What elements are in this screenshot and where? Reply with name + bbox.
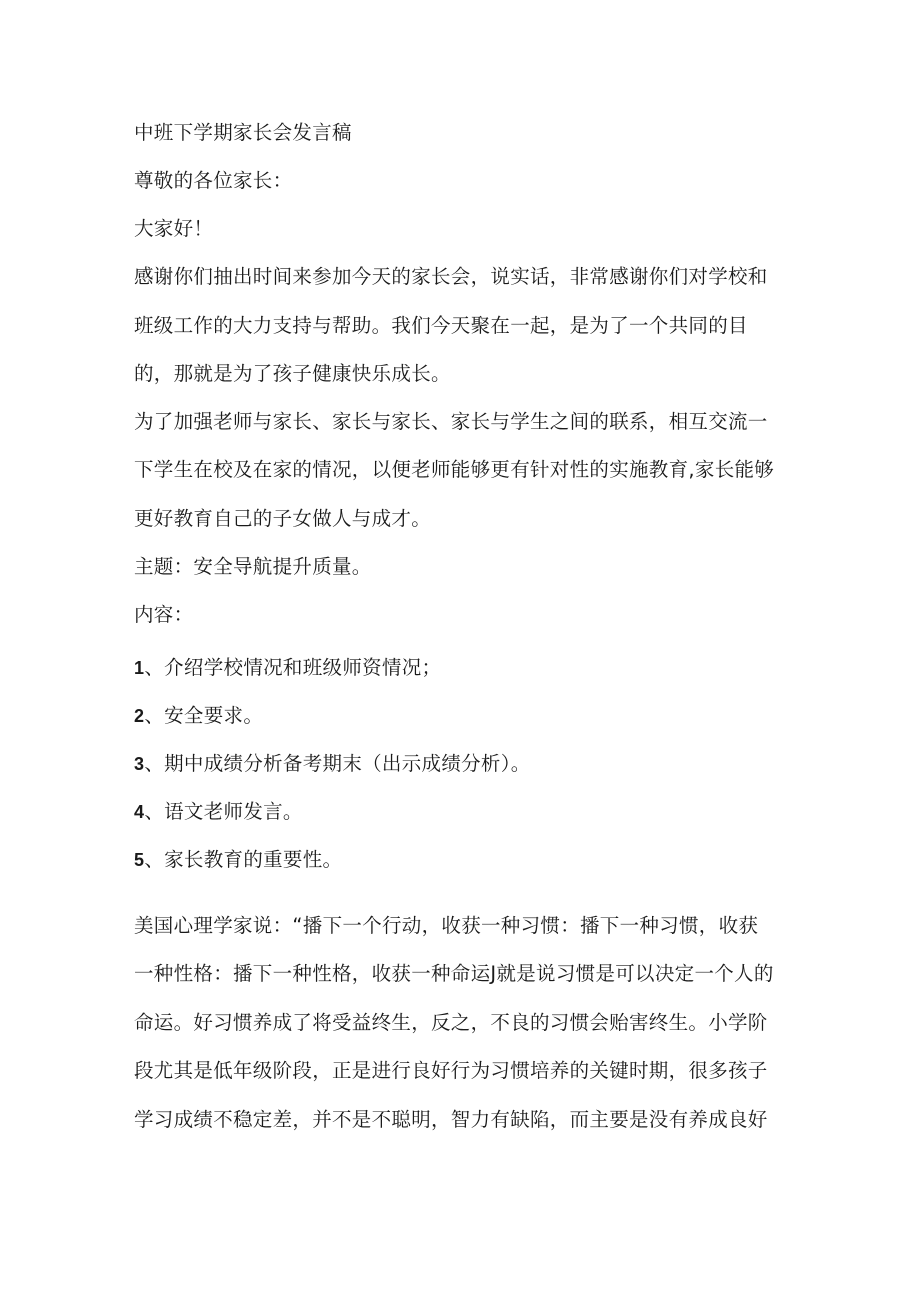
paragraph-3-line-1: 美国心理学家说：“播下一个行动，收获一种习惯：播下一种习惯，收获: [134, 914, 759, 937]
agenda-number: 3: [134, 754, 145, 774]
paragraph-1-line-1: 感谢你们抽出时间来参加今天的家长会，说实话，非常感谢你们对学校和: [134, 265, 768, 288]
content-label: 内容：: [134, 603, 194, 626]
agenda-text: 、家长教育的重要性。: [144, 848, 343, 871]
agenda-item-1: [134, 656, 441, 680]
paragraph-2-line-1: 为了加强老师与家长、家长与家长、家长与学生之间的联系，相互交流一: [134, 410, 768, 433]
agenda-text: 、介绍学校情况和班级师资情况；: [144, 656, 442, 679]
paragraph-1-line-3: 的，那就是为了孩子健康快乐成长。: [134, 362, 451, 385]
paragraph-3-line-4: 段尤其是低年级阶段，正是进行良好行为习惯培养的关键时期，很多孩子: [134, 1059, 768, 1082]
agenda-item-3: [134, 752, 531, 776]
paragraph-2-line-2: 下学生在校及在家的情况，以便老师能够更有针对性的实施教育,家长能够: [134, 458, 775, 481]
paragraph-3-line-5: 学习成绩不稳定差，并不是不聪明，智力有缺陷，而主要是没有养成良好: [134, 1108, 768, 1131]
agenda-text: 、安全要求。: [144, 704, 264, 727]
agenda-number: 5: [134, 850, 145, 870]
agenda-number: 1: [134, 658, 145, 678]
agenda-number: 4: [134, 802, 145, 822]
paragraph-3-line-3: 命运。好习惯养成了将受益终生，反之，不良的习惯会贻害终生。小学阶: [134, 1011, 768, 1034]
paragraph-2-line-3: 更好教育自己的子女做人与成才。: [134, 507, 432, 530]
paragraph-1-line-2: 班级工作的大力支持与帮助。我们今天聚在一起，是为了一个共同的目: [134, 314, 748, 337]
agenda-text: 、语文老师发言。: [144, 800, 303, 823]
agenda-item-5: [134, 848, 342, 872]
agenda-number: 2: [134, 706, 145, 726]
agenda-text: 、期中成绩分析备考期末（出示成绩分析）。: [144, 752, 531, 775]
document-title: 中班下学期家长会发言稿: [134, 121, 352, 144]
paragraph-3-line-2: 一种性格：播下一种性格，收获一种命运J就是说习惯是可以决定一个人的: [134, 962, 774, 985]
agenda-item-4: [134, 800, 303, 824]
theme-line: 主题：安全导航提升质量。: [134, 555, 372, 578]
agenda-item-2: [134, 704, 263, 728]
greeting: 大家好！: [134, 217, 214, 240]
salutation: 尊敬的各位家长：: [134, 169, 293, 192]
